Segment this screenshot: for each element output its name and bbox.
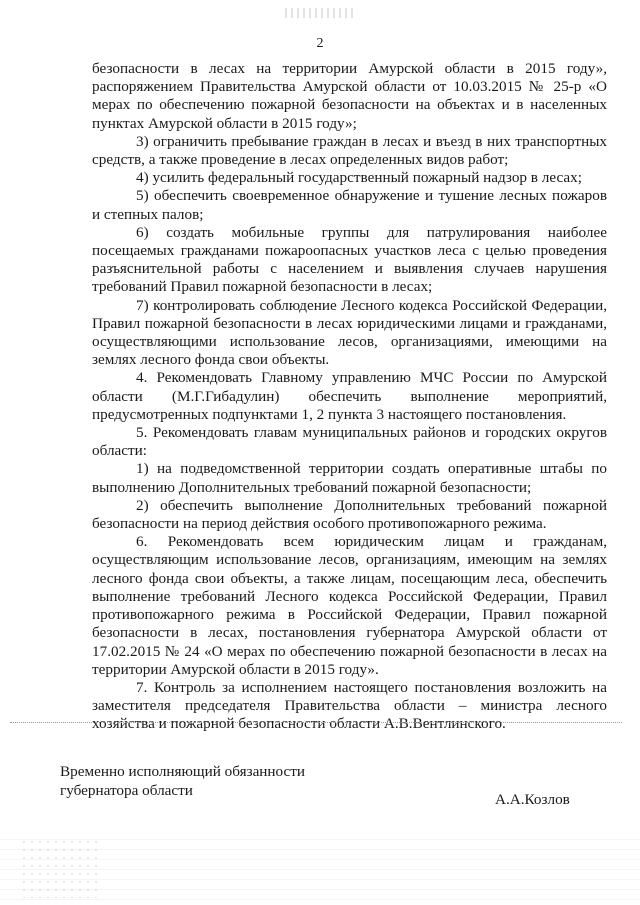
paragraph-point-4: 4. Рекомендовать Главному управлению МЧС России по Амурской области (М.Г.Гибадулин) обеспечить выполнение мероприятий, предусмотренных подпунктами 1, 2 пункта 3 настоящего постановления. bbox=[92, 369, 607, 423]
scan-artifact bbox=[285, 8, 355, 18]
paragraph-item-7: 7) контролировать соблюдение Лесного кодекса Российской Федерации, Правил пожарной безопасности в лесах юридическими лицами и гражданами, осуществляющими использование лесов, организациями, имеющими на землях лесного фонда свои объекты. bbox=[92, 296, 607, 369]
separator-line bbox=[10, 722, 622, 723]
signatory-position bbox=[60, 762, 305, 800]
paragraph-point-6: 6. Рекомендовать всем юридическим лицам и гражданам, осуществляющим использование лесов, организациям, имеющим на землях лесного фонда свои объекты, а также лицам, посещающим леса, обеспечить выполнение требований Лесного кодекса Российской Федерации, Правил противопожарного режима в Российской Федерации, Правил пожарной безопасности в лесах, постановления губернатора Амурской области от 17.02.2015 № 24 «О мерах по обеспечению пожарной безопасности в лесах на территории Амурской области в 2015 году». bbox=[92, 533, 607, 678]
page-number: 2 bbox=[316, 36, 324, 51]
scan-artifact-dots bbox=[20, 838, 100, 898]
signatory-position-line2: губернатора области bbox=[60, 782, 193, 799]
paragraph-item-3: 3) ограничить пребывание граждан в лесах и въезд в них транспортных средств, а также проведение в лесах определенных видов работ; bbox=[92, 132, 607, 169]
paragraph-item-6: 6) создать мобильные группы для патрулирования наиболее посещаемых гражданами пожароопасных участков леса с целью проведения разъяснительной работы с населением и выявления случаев нарушения требований Правил пожарной безопасности в лесах; bbox=[92, 223, 607, 296]
signatory-name: А.А.Козлов bbox=[495, 791, 570, 808]
paragraph-point-5-item-1: 1) на подведомственной территории создать оперативные штабы по выполнению Дополнительных требований пожарной безопасности; bbox=[92, 460, 607, 496]
signatory-position-line1: Временно исполняющий обязанности bbox=[60, 763, 306, 780]
paragraph-point-7: 7. Контроль за исполнением настоящего постановления возложить на заместителя председателя Правительства области – министра лесного хозяйства и пожарной безопасности области А.В.Вентлинского. bbox=[92, 678, 607, 733]
document-body bbox=[92, 60, 607, 734]
paragraph-point-5: 5. Рекомендовать главам муниципальных районов и городских округов области: bbox=[92, 424, 607, 460]
paragraph-point-5-item-2: 2) обеспечить выполнение Дополнительных требований пожарной безопасности на период действия особого противопожарного режима. bbox=[92, 496, 607, 533]
paragraph-item-5: 5) обеспечить своевременное обнаружение и тушение лесных пожаров и степных палов; bbox=[92, 187, 607, 223]
paragraph-item-4: 4) усилить федеральный государственный пожарный надзор в лесах; bbox=[136, 169, 582, 187]
paragraph-continuation: безопасности в лесах на территории Амурской области в 2015 году», распоряжением Правительства Амурской области от 10.03.2015 № 25-р «О мерах по обеспечению пожарной безопасности на объектах и в населенных пунктах Амурской области в 2015 году»; bbox=[92, 60, 607, 132]
